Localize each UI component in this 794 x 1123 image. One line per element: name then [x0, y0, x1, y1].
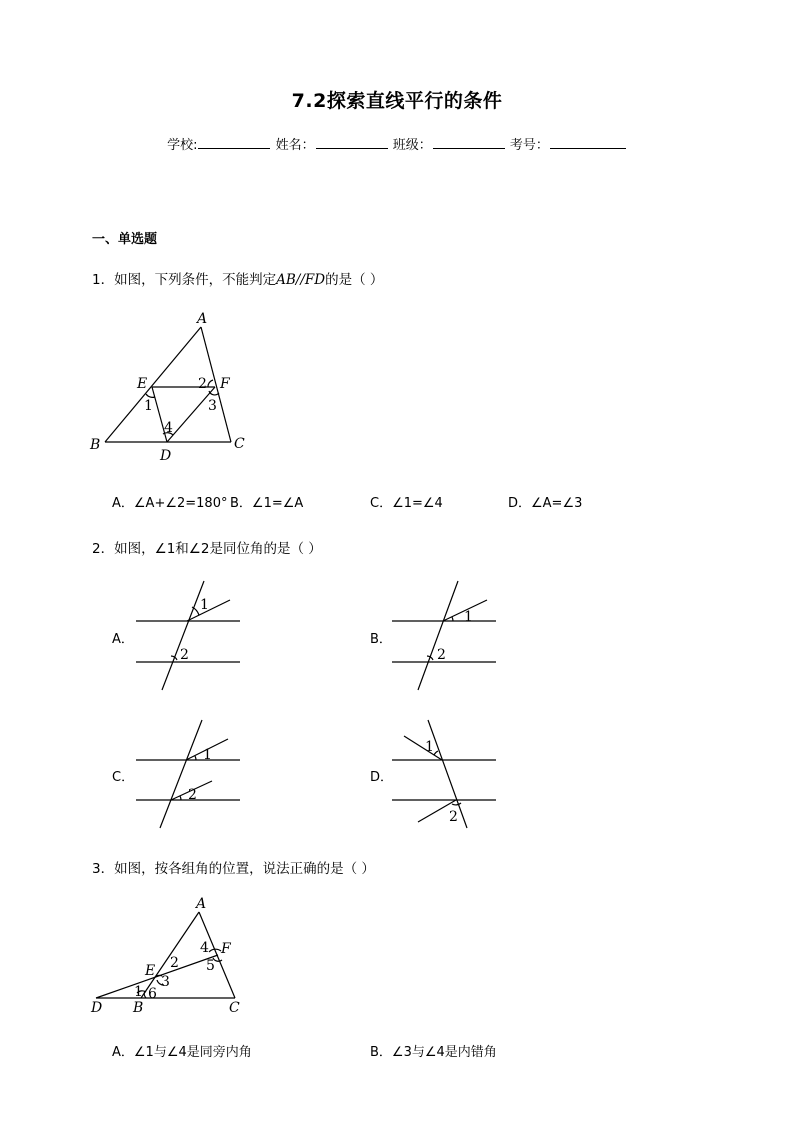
question-1-text: 1．如图，下列条件，不能判定AB//FD的是（ ） — [92, 272, 384, 288]
q1-option-c[interactable]: C．∠1=∠4 — [370, 496, 443, 511]
q3-angle-6: 6 — [148, 986, 157, 1002]
question-3-text: 3．如图，按各组角的位置，说法正确的是（ ） — [92, 861, 375, 877]
q2-option-b-label[interactable]: B． — [370, 632, 392, 647]
q2c-angle-2: 2 — [188, 787, 197, 803]
q1-label-F: F — [220, 376, 230, 392]
q3-label-E: E — [145, 963, 156, 979]
q2-option-d-label[interactable]: D． — [370, 770, 394, 785]
q2b-angle-1: 1 — [464, 609, 473, 625]
q3-angle-5: 5 — [206, 958, 215, 974]
q1-option-d[interactable]: D．∠A=∠3 — [508, 496, 583, 511]
q1-label-A: A — [197, 311, 208, 327]
q1-option-b[interactable]: B．∠1=∠A — [230, 496, 304, 511]
name-label: 姓名： — [275, 138, 315, 153]
q2d-angle-2: 2 — [449, 809, 458, 825]
q3-label-D: D — [91, 1000, 103, 1016]
q3-angle-4: 4 — [200, 940, 209, 956]
q3-angle-1: 1 — [134, 984, 143, 1000]
q2c-angle-1: 1 — [203, 747, 212, 763]
q1-label-E: E — [137, 376, 148, 392]
q1-angle-2: 2 — [198, 376, 207, 392]
q3-option-b[interactable]: B．∠3与∠4是内错角 — [370, 1045, 497, 1060]
q3-label-F: F — [221, 941, 231, 957]
number-label: 考号： — [509, 138, 549, 153]
q1-label-C: C — [234, 436, 245, 452]
q2a-angle-2: 2 — [180, 647, 189, 663]
q2-option-a-label[interactable]: A． — [112, 632, 134, 647]
q2-option-c-label[interactable]: C． — [112, 770, 135, 785]
q1-label-D: D — [160, 448, 172, 464]
q1-option-a[interactable]: A．∠A+∠2=180° — [112, 496, 228, 511]
section-heading: 一、单选题 — [92, 232, 158, 247]
q1-angle-1: 1 — [144, 398, 153, 414]
q3-angle-2: 2 — [170, 955, 179, 971]
q3-angle-3: 3 — [161, 974, 170, 990]
q3-label-C: C — [229, 1000, 240, 1016]
q2b-angle-2: 2 — [437, 647, 446, 663]
q1-angle-3: 3 — [208, 398, 217, 414]
q3-option-a[interactable]: A．∠1与∠4是同旁内角 — [112, 1045, 252, 1060]
q3-label-A: A — [196, 896, 207, 912]
q3-label-B: B — [133, 1000, 144, 1016]
q1-angle-4: 4 — [164, 420, 173, 436]
q2d-angle-1: 1 — [425, 739, 434, 755]
page-title: 7.2探索直线平行的条件 — [291, 90, 503, 112]
school-label: 学校: — [167, 138, 198, 153]
question-2-text: 2．如图，∠1和∠2是同位角的是（ ） — [92, 541, 322, 557]
q1-label-B: B — [90, 437, 101, 453]
q2a-angle-1: 1 — [200, 597, 209, 613]
class-label: 班级： — [392, 138, 432, 153]
